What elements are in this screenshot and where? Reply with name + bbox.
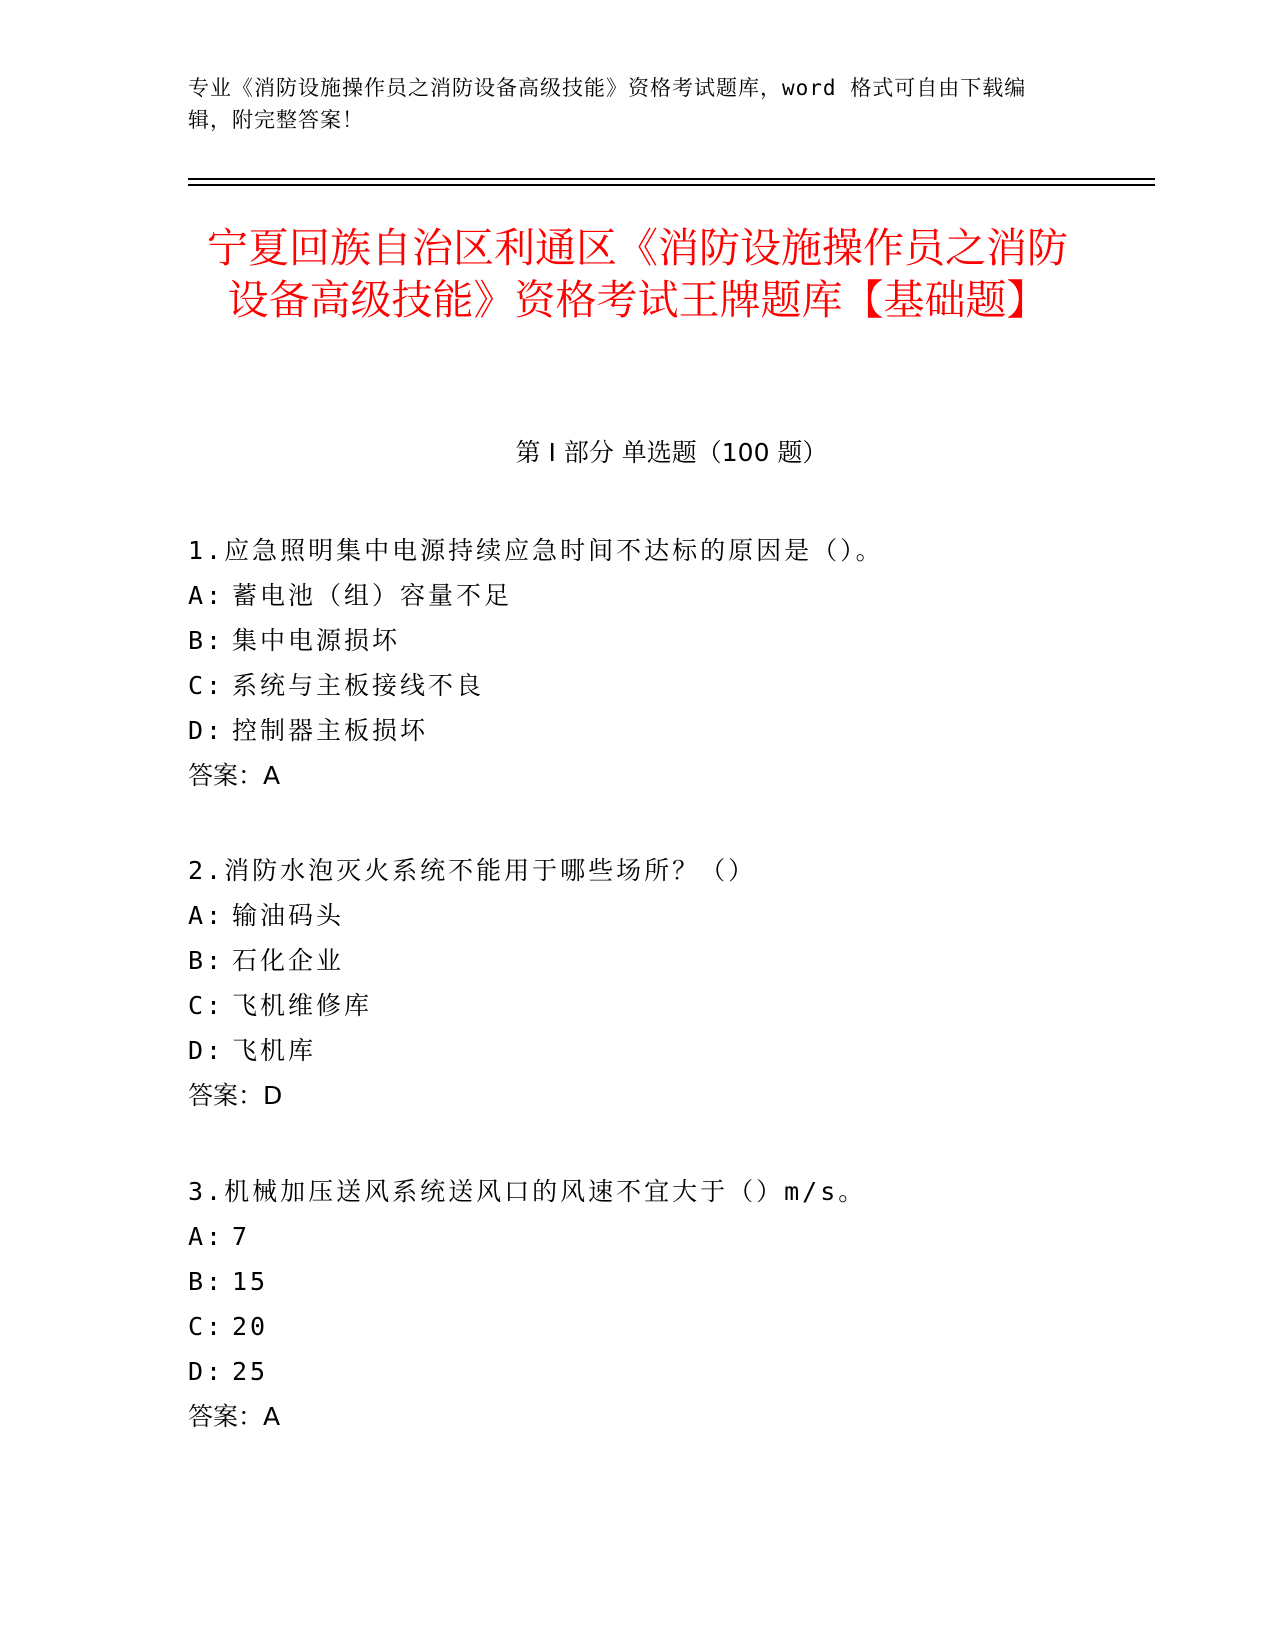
section-title: 第 I 部分 单选题（100 题） bbox=[515, 438, 828, 467]
option-key: B: bbox=[188, 626, 225, 655]
header-divider-top bbox=[188, 178, 1155, 180]
option-key: D: bbox=[188, 716, 225, 745]
question-3 bbox=[188, 1169, 1155, 1439]
answer-label: 答案： bbox=[188, 1402, 264, 1431]
option-text: 7 bbox=[232, 1222, 251, 1251]
option-a bbox=[188, 573, 1155, 618]
answer bbox=[188, 1073, 1155, 1118]
option-text: 系统与主板接线不良 bbox=[232, 671, 485, 700]
answer-value: A bbox=[263, 1402, 281, 1431]
option-a bbox=[188, 893, 1155, 938]
option-c bbox=[188, 1304, 1155, 1349]
option-c bbox=[188, 983, 1155, 1028]
option-d bbox=[188, 1028, 1155, 1073]
option-text: 输油码头 bbox=[232, 901, 345, 930]
answer bbox=[188, 753, 1155, 798]
option-key: C: bbox=[188, 991, 225, 1020]
option-key: A: bbox=[188, 901, 225, 930]
option-text: 飞机维修库 bbox=[232, 991, 373, 1020]
option-key: D: bbox=[188, 1357, 225, 1386]
option-text: 20 bbox=[232, 1312, 269, 1341]
question-stem: 2.消防水泡灭火系统不能用于哪些场所？（） bbox=[188, 856, 757, 885]
option-text: 石化企业 bbox=[232, 946, 345, 975]
answer-label: 答案： bbox=[188, 1081, 264, 1110]
option-d bbox=[188, 708, 1155, 753]
option-text: 蓄电池（组）容量不足 bbox=[232, 581, 513, 610]
answer-value: A bbox=[263, 761, 281, 790]
answer bbox=[188, 1394, 1155, 1439]
option-b bbox=[188, 938, 1155, 983]
document-title: 宁夏回族自治区利通区《消防设施操作员之消防设备高级技能》资格考试王牌题库【基础题】 bbox=[207, 224, 1068, 324]
option-d bbox=[188, 1349, 1155, 1394]
option-key: C: bbox=[188, 1312, 225, 1341]
option-text: 集中电源损坏 bbox=[232, 626, 401, 655]
option-text: 飞机库 bbox=[232, 1036, 317, 1065]
option-key: A: bbox=[188, 1222, 225, 1251]
option-c bbox=[188, 663, 1155, 708]
option-text: 15 bbox=[232, 1267, 269, 1296]
question-stem: 3.机械加压送风系统送风口的风速不宜大于（）m/s。 bbox=[188, 1177, 867, 1206]
answer-value: D bbox=[263, 1081, 283, 1110]
option-key: C: bbox=[188, 671, 225, 700]
option-key: B: bbox=[188, 946, 225, 975]
option-text: 25 bbox=[232, 1357, 269, 1386]
document-header-note: 专业《消防设施操作员之消防设备高级技能》资格考试题库，word 格式可自由下载编辑，附完整答案！ bbox=[188, 76, 1027, 132]
question-2 bbox=[188, 848, 1155, 1118]
option-b bbox=[188, 618, 1155, 663]
header-divider-bottom bbox=[188, 184, 1155, 186]
option-b bbox=[188, 1259, 1155, 1304]
option-text: 控制器主板损坏 bbox=[232, 716, 429, 745]
question-1 bbox=[188, 528, 1155, 798]
answer-label: 答案： bbox=[188, 761, 264, 790]
option-key: A: bbox=[188, 581, 225, 610]
option-key: D: bbox=[188, 1036, 225, 1065]
question-stem: 1.应急照明集中电源持续应急时间不达标的原因是（）。 bbox=[188, 536, 884, 565]
option-a bbox=[188, 1214, 1155, 1259]
option-key: B: bbox=[188, 1267, 225, 1296]
